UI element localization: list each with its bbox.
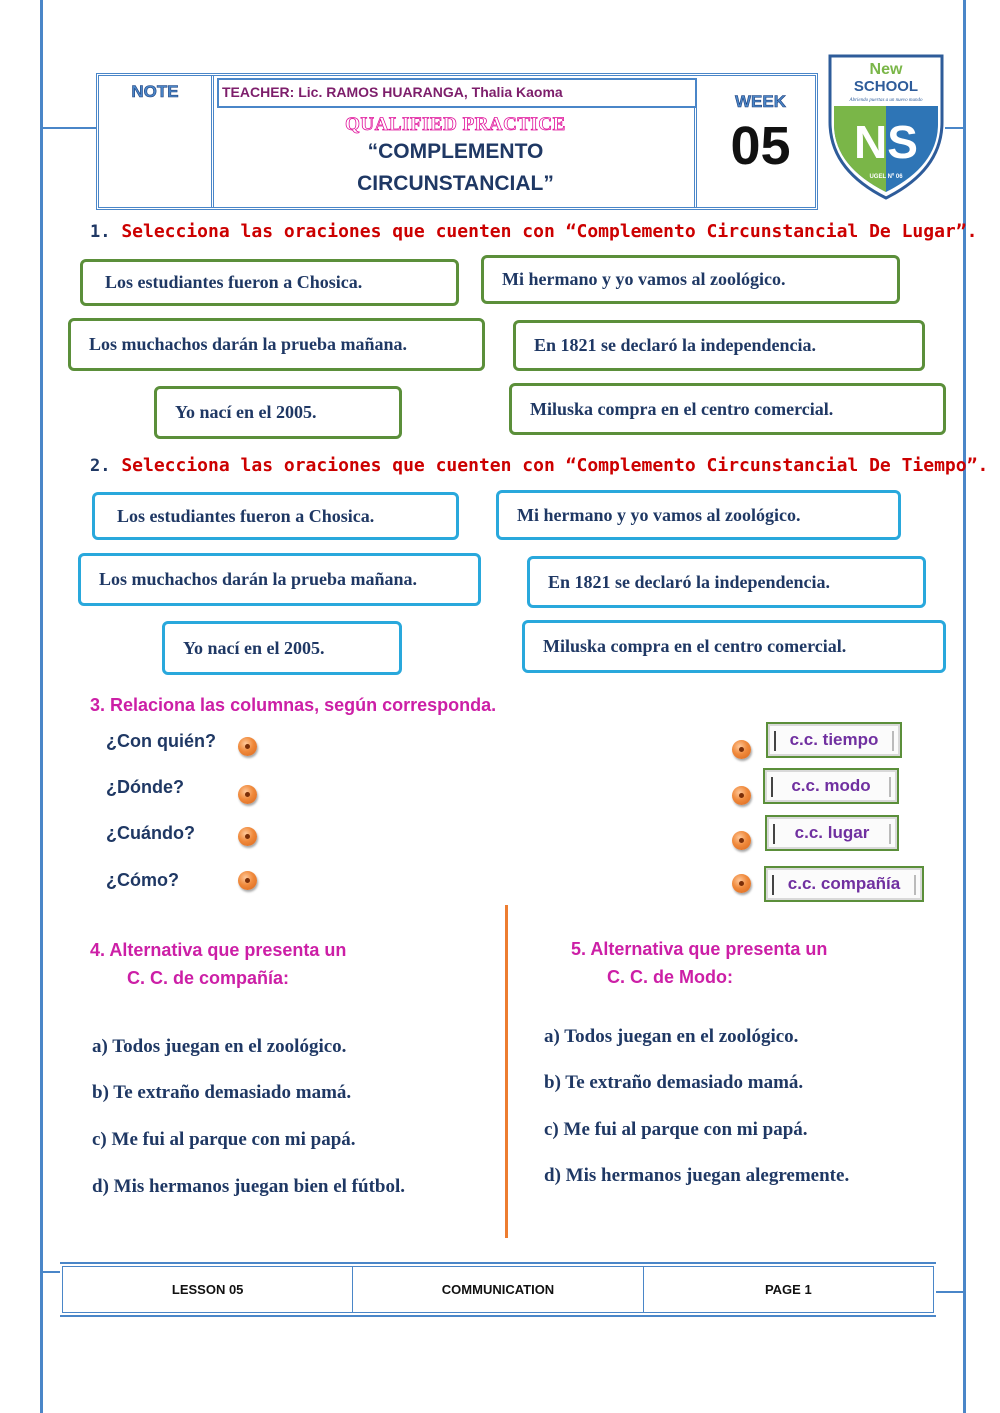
page-frame-right bbox=[963, 0, 966, 1413]
left-connector-dot[interactable] bbox=[238, 737, 257, 756]
note-label: NOTE bbox=[131, 82, 179, 101]
q4-option[interactable]: a) Todos juegan en el zoológico. bbox=[92, 1036, 347, 1057]
topic-line-2: CIRCUNSTANCIAL” bbox=[357, 172, 554, 195]
answer-label: c.c. compañía bbox=[787, 874, 901, 893]
q3-question: ¿Cómo? bbox=[106, 870, 179, 890]
q5-option[interactable]: a) Todos juegan en el zoológico. bbox=[544, 1026, 799, 1047]
q4-option[interactable]: b) Te extraño demasiado mamá. bbox=[92, 1082, 352, 1103]
q3-question: ¿Con quién? bbox=[106, 731, 216, 751]
teacher-name: TEACHER: Lic. RAMOS HUARANGA, Thalia Kaoma bbox=[217, 78, 697, 108]
footer-table bbox=[62, 1266, 934, 1313]
left-connector-dot[interactable] bbox=[238, 871, 257, 890]
page-frame-tick bbox=[43, 127, 96, 129]
q1-sentence-option[interactable]: Mi hermano y yo vamos al zoológico. bbox=[481, 255, 900, 304]
q1-title bbox=[90, 221, 977, 242]
footer-subject: COMMUNICATION bbox=[353, 1267, 643, 1312]
answer-box[interactable] bbox=[766, 722, 902, 758]
right-connector-dot[interactable] bbox=[732, 831, 751, 850]
week-number: 05 bbox=[730, 116, 791, 176]
page-frame-tick bbox=[43, 1271, 60, 1273]
right-connector-dot[interactable] bbox=[732, 874, 751, 893]
q1-sentence-option[interactable]: Los muchachos darán la prueba mañana. bbox=[68, 318, 485, 371]
q2-sentence-option[interactable]: Yo nací en el 2005. bbox=[162, 621, 402, 675]
q2-title bbox=[90, 455, 988, 476]
q1-sentence-option[interactable]: Los estudiantes fueron a Chosica. bbox=[80, 259, 459, 306]
page-frame-left bbox=[40, 0, 43, 1413]
svg-text:UGEL Nº 06: UGEL Nº 06 bbox=[869, 174, 903, 180]
footer-page: PAGE 1 bbox=[764, 1282, 812, 1297]
answer-label: c.c. tiempo bbox=[789, 730, 879, 749]
svg-text:New: New bbox=[869, 61, 903, 78]
page-frame-tick bbox=[936, 1291, 963, 1293]
svg-text:Abriendo puertas a un nuevo mu: Abriendo puertas a un nuevo mundo bbox=[849, 98, 923, 103]
practice-title: QUALIFIED PRACTICE bbox=[345, 114, 566, 135]
q2-sentence-option[interactable]: Los muchachos darán la prueba mañana. bbox=[78, 553, 481, 606]
answer-box[interactable] bbox=[764, 866, 924, 902]
q2-number: 2. bbox=[90, 456, 111, 476]
week-label: WEEK bbox=[735, 92, 786, 111]
school-logo bbox=[826, 52, 946, 202]
svg-text:NS: NS bbox=[854, 116, 918, 168]
q5-option[interactable]: b) Te extraño demasiado mamá. bbox=[544, 1072, 804, 1093]
note-box bbox=[99, 76, 214, 207]
q5-title-line-1: 5. Alternativa que presenta un bbox=[571, 939, 828, 959]
q2-sentence-option[interactable]: Miluska compra en el centro comercial. bbox=[522, 620, 946, 673]
q1-number: 1. bbox=[90, 222, 111, 242]
q5-option[interactable]: c) Me fui al parque con mi papá. bbox=[544, 1119, 808, 1140]
q4-title-line-2: C. C. de compañía: bbox=[127, 968, 290, 988]
q1-sentence-option[interactable]: En 1821 se declaró la independencia. bbox=[513, 320, 925, 371]
q1-sentence-option[interactable]: Yo nací en el 2005. bbox=[154, 386, 402, 439]
q5-title bbox=[571, 935, 827, 991]
q5-option[interactable]: d) Mis hermanos juegan alegremente. bbox=[544, 1165, 850, 1186]
page-footer bbox=[60, 1262, 936, 1317]
column-divider bbox=[505, 905, 508, 1238]
answer-box[interactable] bbox=[765, 815, 899, 851]
q1-sentence-option[interactable]: Miluska compra en el centro comercial. bbox=[509, 383, 946, 435]
q4-title-line-1: 4. Alternativa que presenta un bbox=[90, 940, 347, 960]
footer-lesson: LESSON 05 bbox=[63, 1267, 353, 1312]
q4-option[interactable]: d) Mis hermanos juegan bien el fútbol. bbox=[92, 1176, 405, 1197]
page-frame-tick bbox=[945, 127, 965, 129]
school-shield-icon bbox=[826, 52, 946, 202]
answer-label: c.c. lugar bbox=[794, 823, 870, 842]
q4-option[interactable]: c) Me fui al parque con mi papá. bbox=[92, 1129, 356, 1150]
right-connector-dot[interactable] bbox=[732, 740, 751, 759]
q1-prompt: Selecciona las oraciones que cuenten con “Complemento Circunstancial De Lugar”. bbox=[121, 221, 978, 242]
q2-sentence-option[interactable]: Mi hermano y yo vamos al zoológico. bbox=[496, 490, 901, 540]
q2-sentence-option[interactable]: Los estudiantes fueron a Chosica. bbox=[92, 492, 459, 540]
worksheet-header bbox=[96, 73, 818, 210]
right-connector-dot[interactable] bbox=[732, 786, 751, 805]
answer-box[interactable] bbox=[763, 768, 899, 804]
q3-question: ¿Cuándo? bbox=[106, 823, 195, 843]
left-connector-dot[interactable] bbox=[238, 827, 257, 846]
q3-question: ¿Dónde? bbox=[106, 777, 184, 797]
q2-sentence-option[interactable]: En 1821 se declaró la independencia. bbox=[527, 556, 926, 608]
q3-title: 3. Relaciona las columnas, según corresponda. bbox=[90, 695, 497, 715]
svg-text:SCHOOL: SCHOOL bbox=[853, 78, 919, 95]
week-box bbox=[703, 76, 818, 207]
q4-title bbox=[90, 936, 346, 992]
topic-line-1: “COMPLEMENTO bbox=[367, 140, 544, 163]
answer-label: c.c. modo bbox=[791, 776, 871, 795]
q5-title-line-2: C. C. de Modo: bbox=[607, 967, 733, 987]
q2-prompt: Selecciona las oraciones que cuenten con “Complemento Circunstancial De Tiempo”. bbox=[121, 455, 989, 476]
left-connector-dot[interactable] bbox=[238, 785, 257, 804]
title-box bbox=[217, 108, 697, 207]
